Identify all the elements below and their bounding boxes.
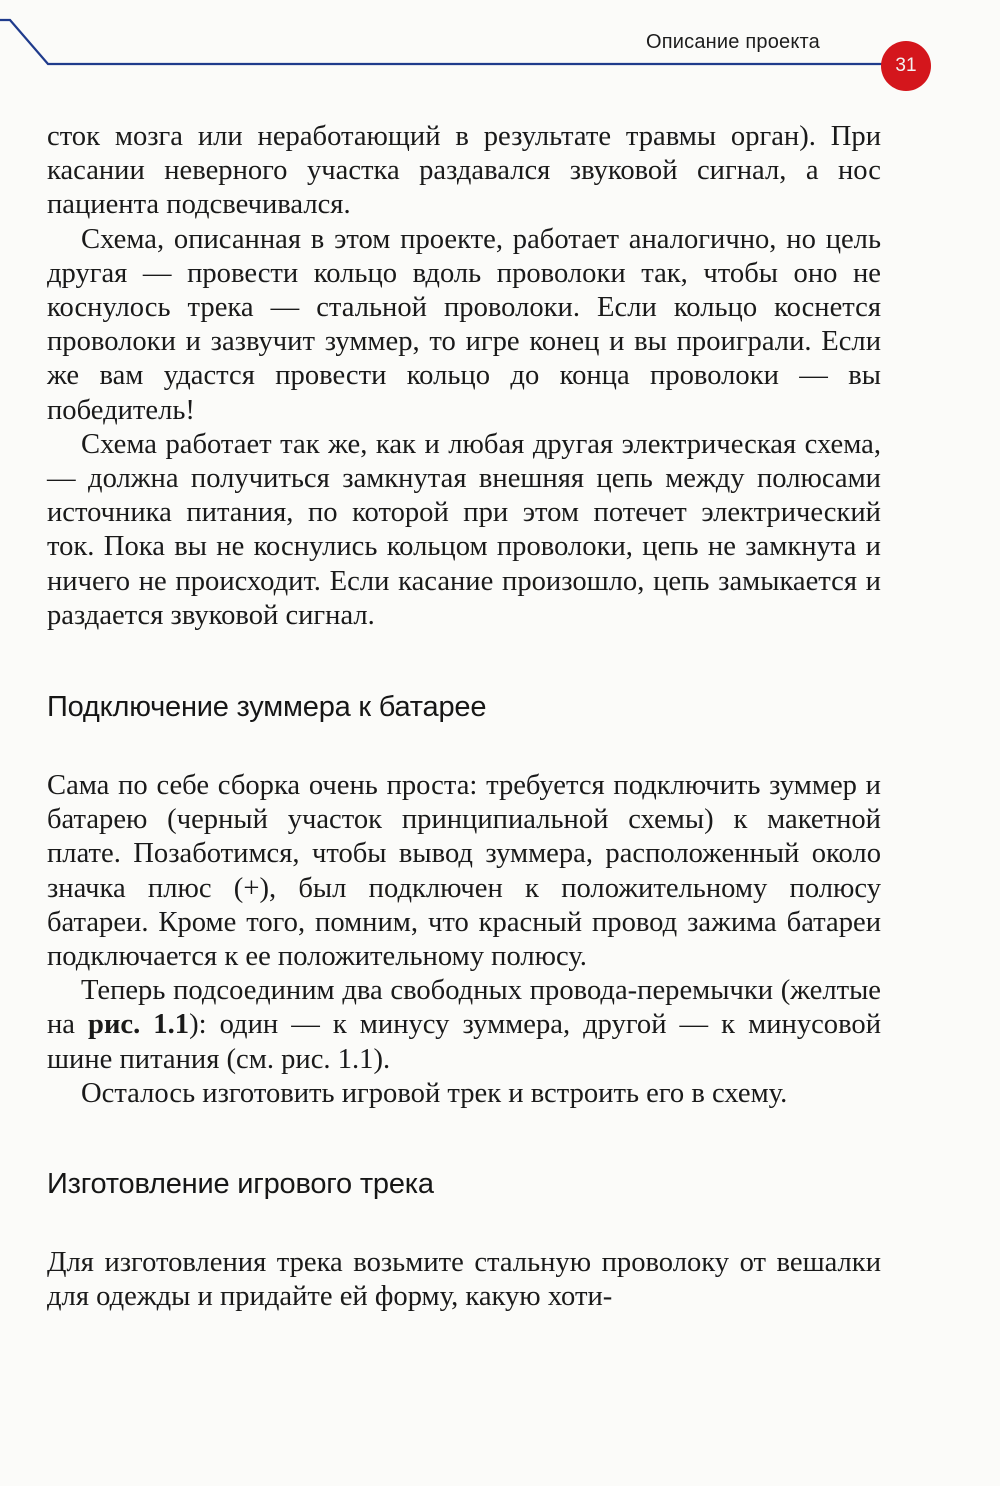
page-number-badge: 31 — [881, 41, 931, 91]
header-rule-line — [0, 0, 1000, 100]
page-body — [47, 120, 881, 1314]
paragraph: сток мозга или неработающий в результате травмы орган). При касании неверного участка раздавался звуковой сигнал, а нос пациента подсвечивался. — [47, 121, 881, 221]
running-head-title: Описание проекта — [646, 31, 821, 53]
paragraph: Схема работает так же, как и любая другая электрическая схема, — должна получиться замкнутая внешняя цепь между полюсами источника питания, по которой при этом потечет электрический ток. Пока вы не коснулись кольцом проволоки, цепь не замкнута и ничего не происходит. Если касание произошло, цепь замыкается и раздается звуковой сигнал. — [47, 428, 881, 631]
section-heading: Подключение зуммера к батарее — [47, 691, 487, 724]
paragraph: Осталось изготовить игровой трек и встроить его в схему. — [81, 1077, 788, 1109]
section-heading: Изготовление игрового трека — [47, 1168, 434, 1201]
paragraph — [47, 974, 881, 1077]
paragraph: Сама по себе сборка очень проста: требуется подключить зуммер и батарею (черный участок принципиальной схемы) к макетной плате. Позаботимся, чтобы вывод зуммера, расположенный около значка плюс (+), был подключен к положительному полюсу батареи. Кроме того, помним, что красный провод зажима батареи подключается к ее положительному полюсу. — [47, 770, 881, 973]
page-header — [0, 0, 1000, 100]
paragraph: Схема, описанная в этом проекте, работает аналогично, но цель другая — провести кольцо вдоль проволоки так, чтобы оно не коснулось трека — стальной проволоки. Если кольцо коснется проволоки и зазвучит зуммер, то игре конец и вы проиграли. Если же вам удастся провести кольцо до конца проволоки — вы победитель! — [47, 223, 881, 426]
paragraph-text: Теперь подсоединим два свободных провода-перемычки (желтые на — [47, 975, 881, 1041]
figure-reference: рис. 1.1 — [88, 1009, 190, 1041]
paragraph-text: ): один — к минусу зуммера, другой — к минусовой шине питания (см. рис. 1.1). — [47, 1009, 882, 1075]
paragraph: Для изготовления трека возьмите стальную проволоку от вешалки для одежды и придайте ей форму, какую хоти- — [47, 1247, 881, 1313]
